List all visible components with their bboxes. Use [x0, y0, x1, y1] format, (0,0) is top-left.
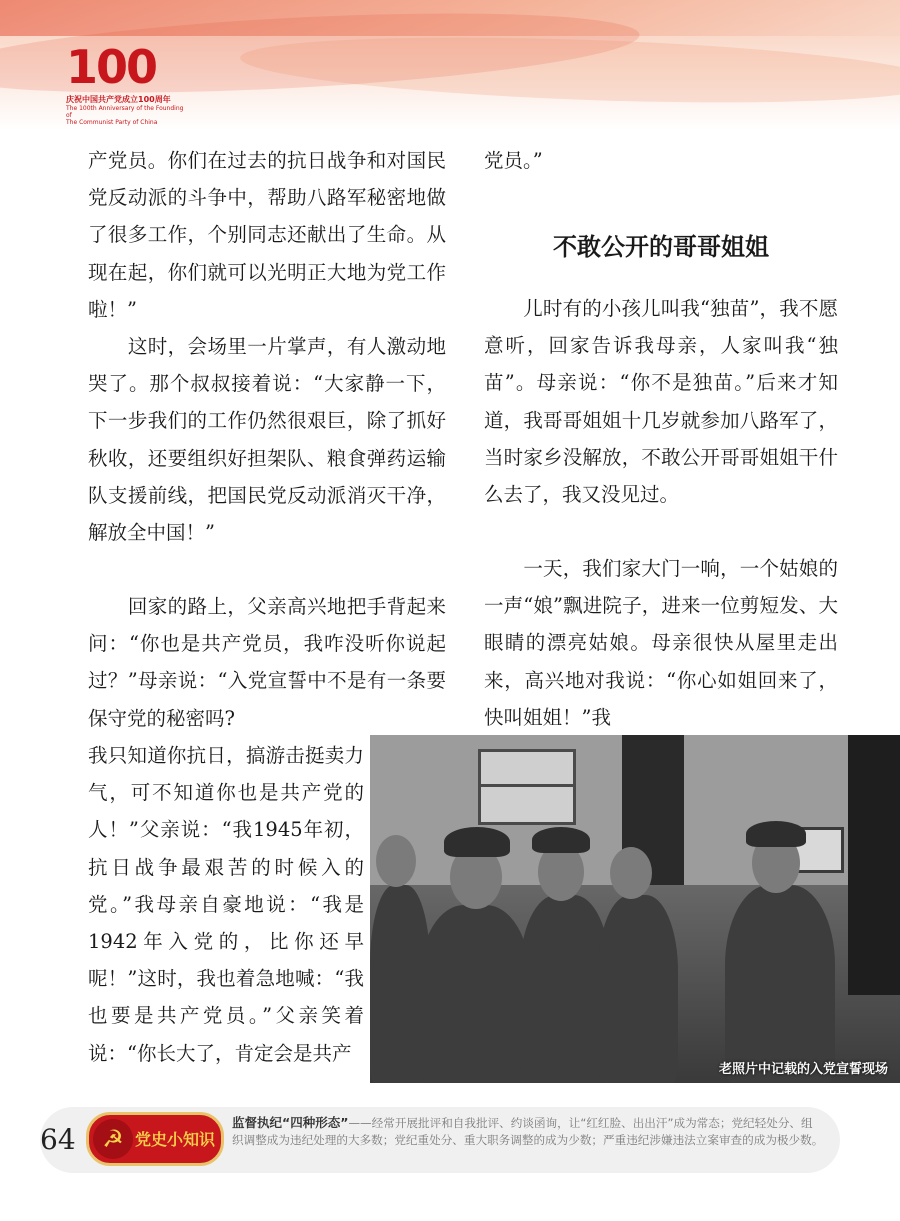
photo-figure — [532, 827, 590, 853]
logo-number: 100 — [66, 40, 157, 94]
logo-subtitle-en: The Communist Party of China — [66, 119, 158, 126]
badge-label: 党史小知识 — [135, 1130, 216, 1149]
paragraph: 儿时有的小孩儿叫我“独苗”，我不愿意听，回家告诉我母亲，人家叫我“独苗”。母亲说：“你不是独苗。”后来才知道，我哥哥姐姐十几岁就参加八路军了，当时家乡没解放，不敢公开哥哥姐姐干什么去了，我又没见过。 — [484, 297, 838, 507]
paragraph: 回家的路上，父亲高兴地把手背起来问：“你也是共产党员，我咋没听你说起过？”母亲说：“入党宣誓中不是有一条要保守党的秘密吗? — [88, 595, 446, 730]
photo-window — [478, 749, 576, 825]
photo-figure — [376, 835, 416, 887]
logo-title: 庆祝中国共产党成立100周年 — [66, 95, 171, 104]
section-title: 不敢公开的哥哥姐姐 — [553, 233, 769, 261]
historical-photo — [370, 735, 900, 1083]
paragraph: 产党员。你们在过去的抗日战争和对国民党反动派的斗争中，帮助八路军秘密地做了很多工作，个别同志还献出了生命。从现在起，你们就可以光明正大地为党工作啦！” — [88, 149, 446, 321]
party-flag — [848, 735, 900, 995]
header-banner — [0, 0, 900, 130]
hammer-sickle-icon: ☭ — [93, 1119, 133, 1159]
party-history-badge — [86, 1112, 224, 1166]
photo-figure — [420, 905, 530, 1083]
footer-note — [232, 1114, 824, 1149]
photo-figure — [520, 895, 610, 1083]
photo-figure — [725, 885, 835, 1083]
paragraph: 我只知道你抗日，搞游击挺卖力气，可不知道你也是共产党的人！”父亲说：“我1945年初，抗日战争最艰苦的时候入的党。”我母亲自豪地说：“我是1942年入党的，比你还早呢！”这时，我也着急地喊：“我也要是共产党员。”父亲笑着说：“你长大了，肯定会是共产 — [88, 744, 364, 1065]
banner-wave — [239, 28, 900, 112]
anniversary-logo — [66, 40, 186, 126]
paragraph: 党员。” — [484, 149, 543, 172]
paragraph: 一天，我们家大门一响，一个姑娘的一声“娘”飘进院子，进来一位剪短发、大眼睛的漂亮姑娘。母亲很快从屋里走出来，高兴地对我说：“你心如姐回来了，快叫姐姐！”我 — [484, 557, 838, 729]
page-number: 64 — [40, 1123, 76, 1156]
footer-term: 监督执纪“四种形态” — [232, 1115, 349, 1130]
photo-figure — [610, 847, 652, 899]
paragraph: 这时，会场里一片掌声，有人激动地哭了。那个叔叔接着说：“大家静一下，下一步我们的工作仍然很艰巨，除了抓好秋收，还要组织好担架队、粮食弹药运输队支援前线，把国民党反动派消灭干净，解放全中国！” — [88, 335, 446, 545]
footer-definition: ——经常开展批评和自我批评、约谈函询，让“红红脸、出出汗”成为常态；党纪轻处分、组织调整成为违纪处理的大多数；党纪重处分、重大职务调整的成为少数；严重违纪涉嫌违法立案审查的成为极少数。 — [232, 1116, 824, 1147]
photo-figure — [598, 895, 678, 1083]
photo-figure — [746, 821, 806, 847]
photo-figure — [444, 827, 510, 857]
photo-caption: 老照片中记载的入党宣誓现场 — [718, 1062, 888, 1077]
logo-subtitle-en: The 100th Anniversary of the Founding of — [66, 105, 184, 119]
